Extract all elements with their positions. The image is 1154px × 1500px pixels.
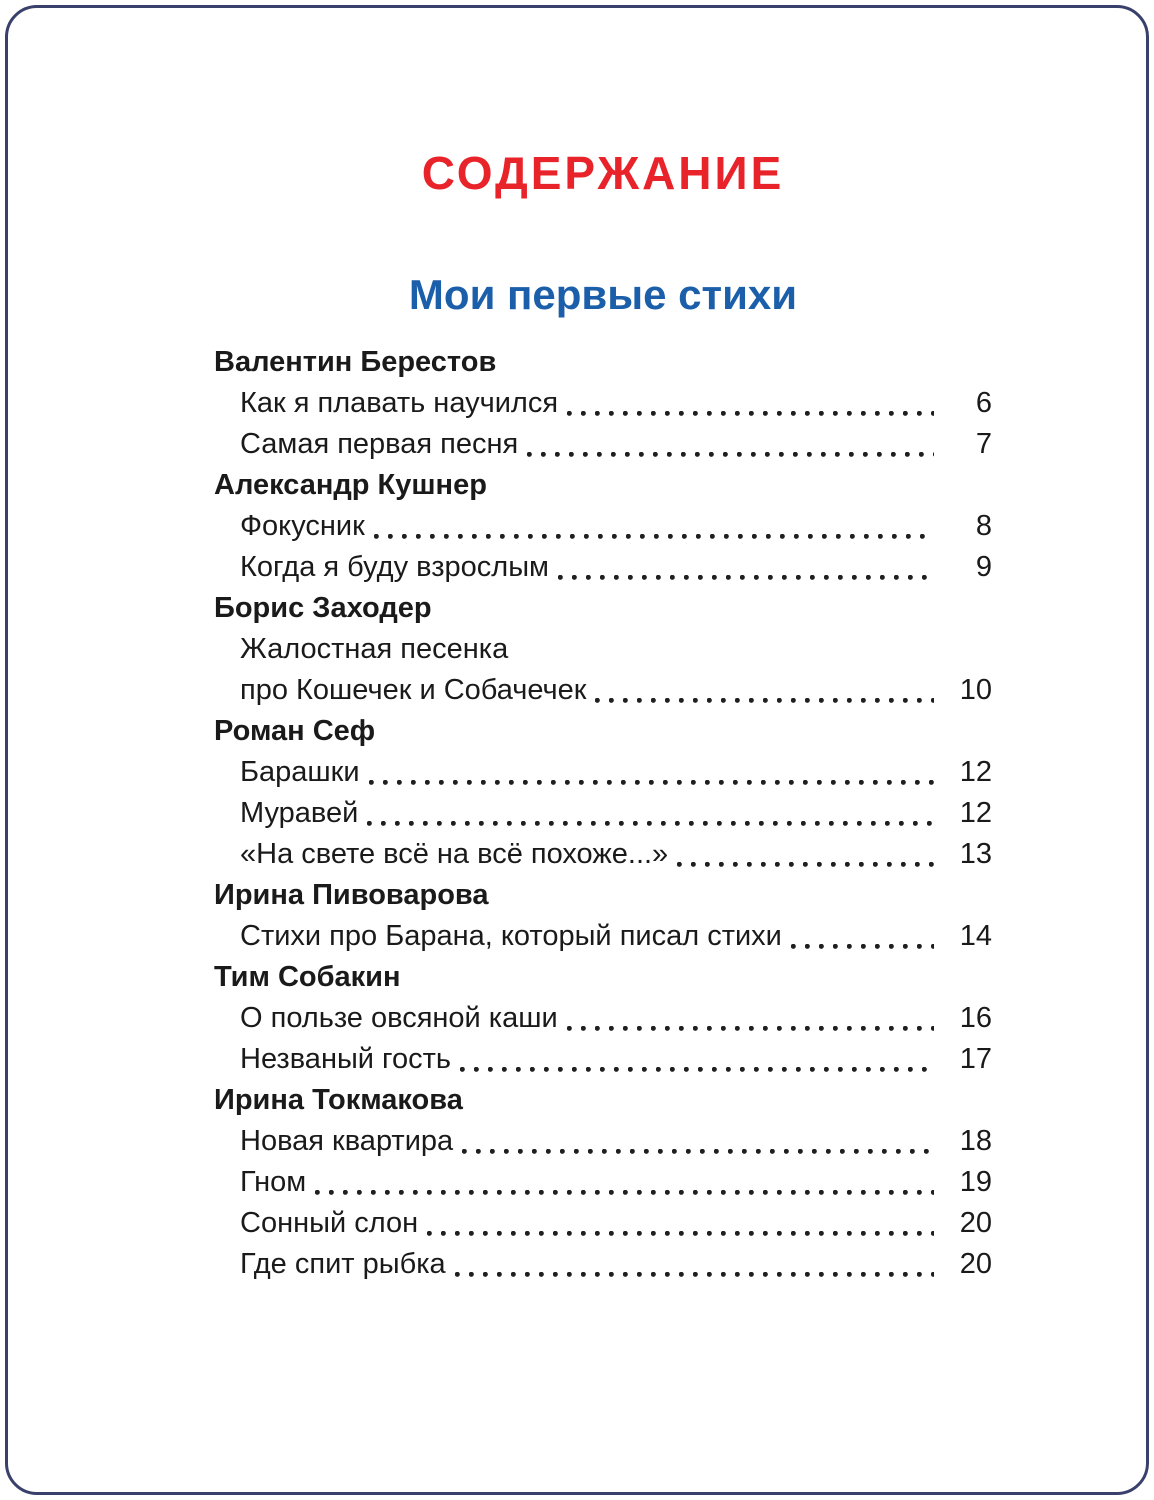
toc-author-name: Роман Сеф — [214, 715, 376, 747]
toc-entry-page: 6 — [975, 387, 992, 419]
toc-entry — [214, 1162, 992, 1203]
dot-leader — [668, 834, 942, 875]
toc-entry — [214, 424, 992, 465]
dot-leader — [558, 383, 942, 424]
dot-leader — [558, 998, 942, 1039]
dot-leader — [446, 1244, 942, 1285]
toc-entry-title: Жалостная песенка — [240, 633, 509, 665]
toc-entry-title: Гном — [240, 1166, 307, 1198]
toc-author — [214, 342, 992, 383]
toc-entry-page: 9 — [975, 551, 992, 583]
toc-entry-page: 13 — [959, 838, 992, 870]
toc-entry — [214, 1121, 992, 1162]
toc-entry-page: 16 — [959, 1002, 992, 1034]
dot-leader — [418, 1203, 942, 1244]
toc-author — [214, 957, 992, 998]
toc-entry-title: Самая первая песня — [240, 428, 519, 460]
toc-entry — [214, 998, 992, 1039]
toc-entry-title: про Кошечек и Собачечек — [240, 674, 587, 706]
toc-entry-page: 14 — [959, 920, 992, 952]
toc-entry-page: 17 — [959, 1043, 992, 1075]
toc-author — [214, 875, 992, 916]
dot-leader — [360, 752, 942, 793]
toc-content — [214, 0, 992, 1285]
dot-leader — [451, 1039, 942, 1080]
toc-entry-title: Стихи про Барана, который писал стихи — [240, 920, 782, 952]
toc-entry-title: Как я плавать научился — [240, 387, 559, 419]
dot-leader — [365, 506, 942, 547]
toc-author-name: Тим Собакин — [214, 961, 401, 993]
dot-leader — [518, 424, 942, 465]
toc-entry — [214, 752, 992, 793]
toc-entry-page: 20 — [959, 1248, 992, 1280]
dot-leader — [453, 1121, 942, 1162]
toc-entry-page: 8 — [975, 510, 992, 542]
toc-entry — [214, 834, 992, 875]
toc-entry-title: «На свете всё на всё похоже...» — [240, 838, 669, 870]
toc-entry-title: Где спит рыбка — [240, 1248, 446, 1280]
toc-entry-page: 12 — [959, 756, 992, 788]
toc-entry — [214, 670, 992, 711]
toc-entry — [214, 1039, 992, 1080]
toc-entry-title: Новая квартира — [240, 1125, 454, 1157]
toc-entry-page: 10 — [959, 674, 992, 706]
toc-entry-page: 19 — [959, 1166, 992, 1198]
dot-leader — [549, 547, 942, 588]
toc-author — [214, 465, 992, 506]
dot-leader — [782, 916, 942, 957]
toc-author — [214, 711, 992, 752]
toc-author-name: Валентин Берестов — [214, 346, 497, 378]
page-title: СОДЕРЖАНИЕ — [421, 147, 785, 199]
dot-leader — [306, 1162, 942, 1203]
toc-entry — [214, 916, 992, 957]
toc-entry-title: Незваный гость — [240, 1043, 452, 1075]
toc-list — [214, 342, 992, 1285]
toc-entry-page: 12 — [959, 797, 992, 829]
toc-entry — [214, 1244, 992, 1285]
toc-entry — [214, 1203, 992, 1244]
toc-entry-title: О пользе овсяной каши — [240, 1002, 558, 1034]
toc-entry — [214, 506, 992, 547]
toc-entry-title: Сонный слон — [240, 1207, 419, 1239]
toc-entry-page: 20 — [959, 1207, 992, 1239]
toc-author-name: Борис Заходер — [214, 592, 432, 624]
toc-author — [214, 588, 992, 629]
section-title: Мои первые стихи — [408, 271, 798, 318]
toc-entry-title: Барашки — [240, 756, 360, 788]
toc-entry-title: Фокусник — [240, 510, 365, 542]
toc-entry-page: 18 — [959, 1125, 992, 1157]
toc-author-name: Ирина Пивоварова — [214, 879, 489, 911]
toc-entry — [214, 547, 992, 588]
toc-author-name: Ирина Токмакова — [214, 1084, 463, 1116]
toc-entry-page: 7 — [975, 428, 992, 460]
dot-leader — [358, 793, 942, 834]
toc-author — [214, 1080, 992, 1121]
toc-entry — [214, 793, 992, 834]
toc-entry — [214, 383, 992, 424]
toc-entry-first-line — [214, 629, 992, 670]
toc-author-name: Александр Кушнер — [214, 469, 487, 501]
toc-entry-title: Когда я буду взрослым — [240, 551, 549, 583]
dot-leader — [586, 670, 942, 711]
toc-entry-title: Муравей — [240, 797, 359, 829]
